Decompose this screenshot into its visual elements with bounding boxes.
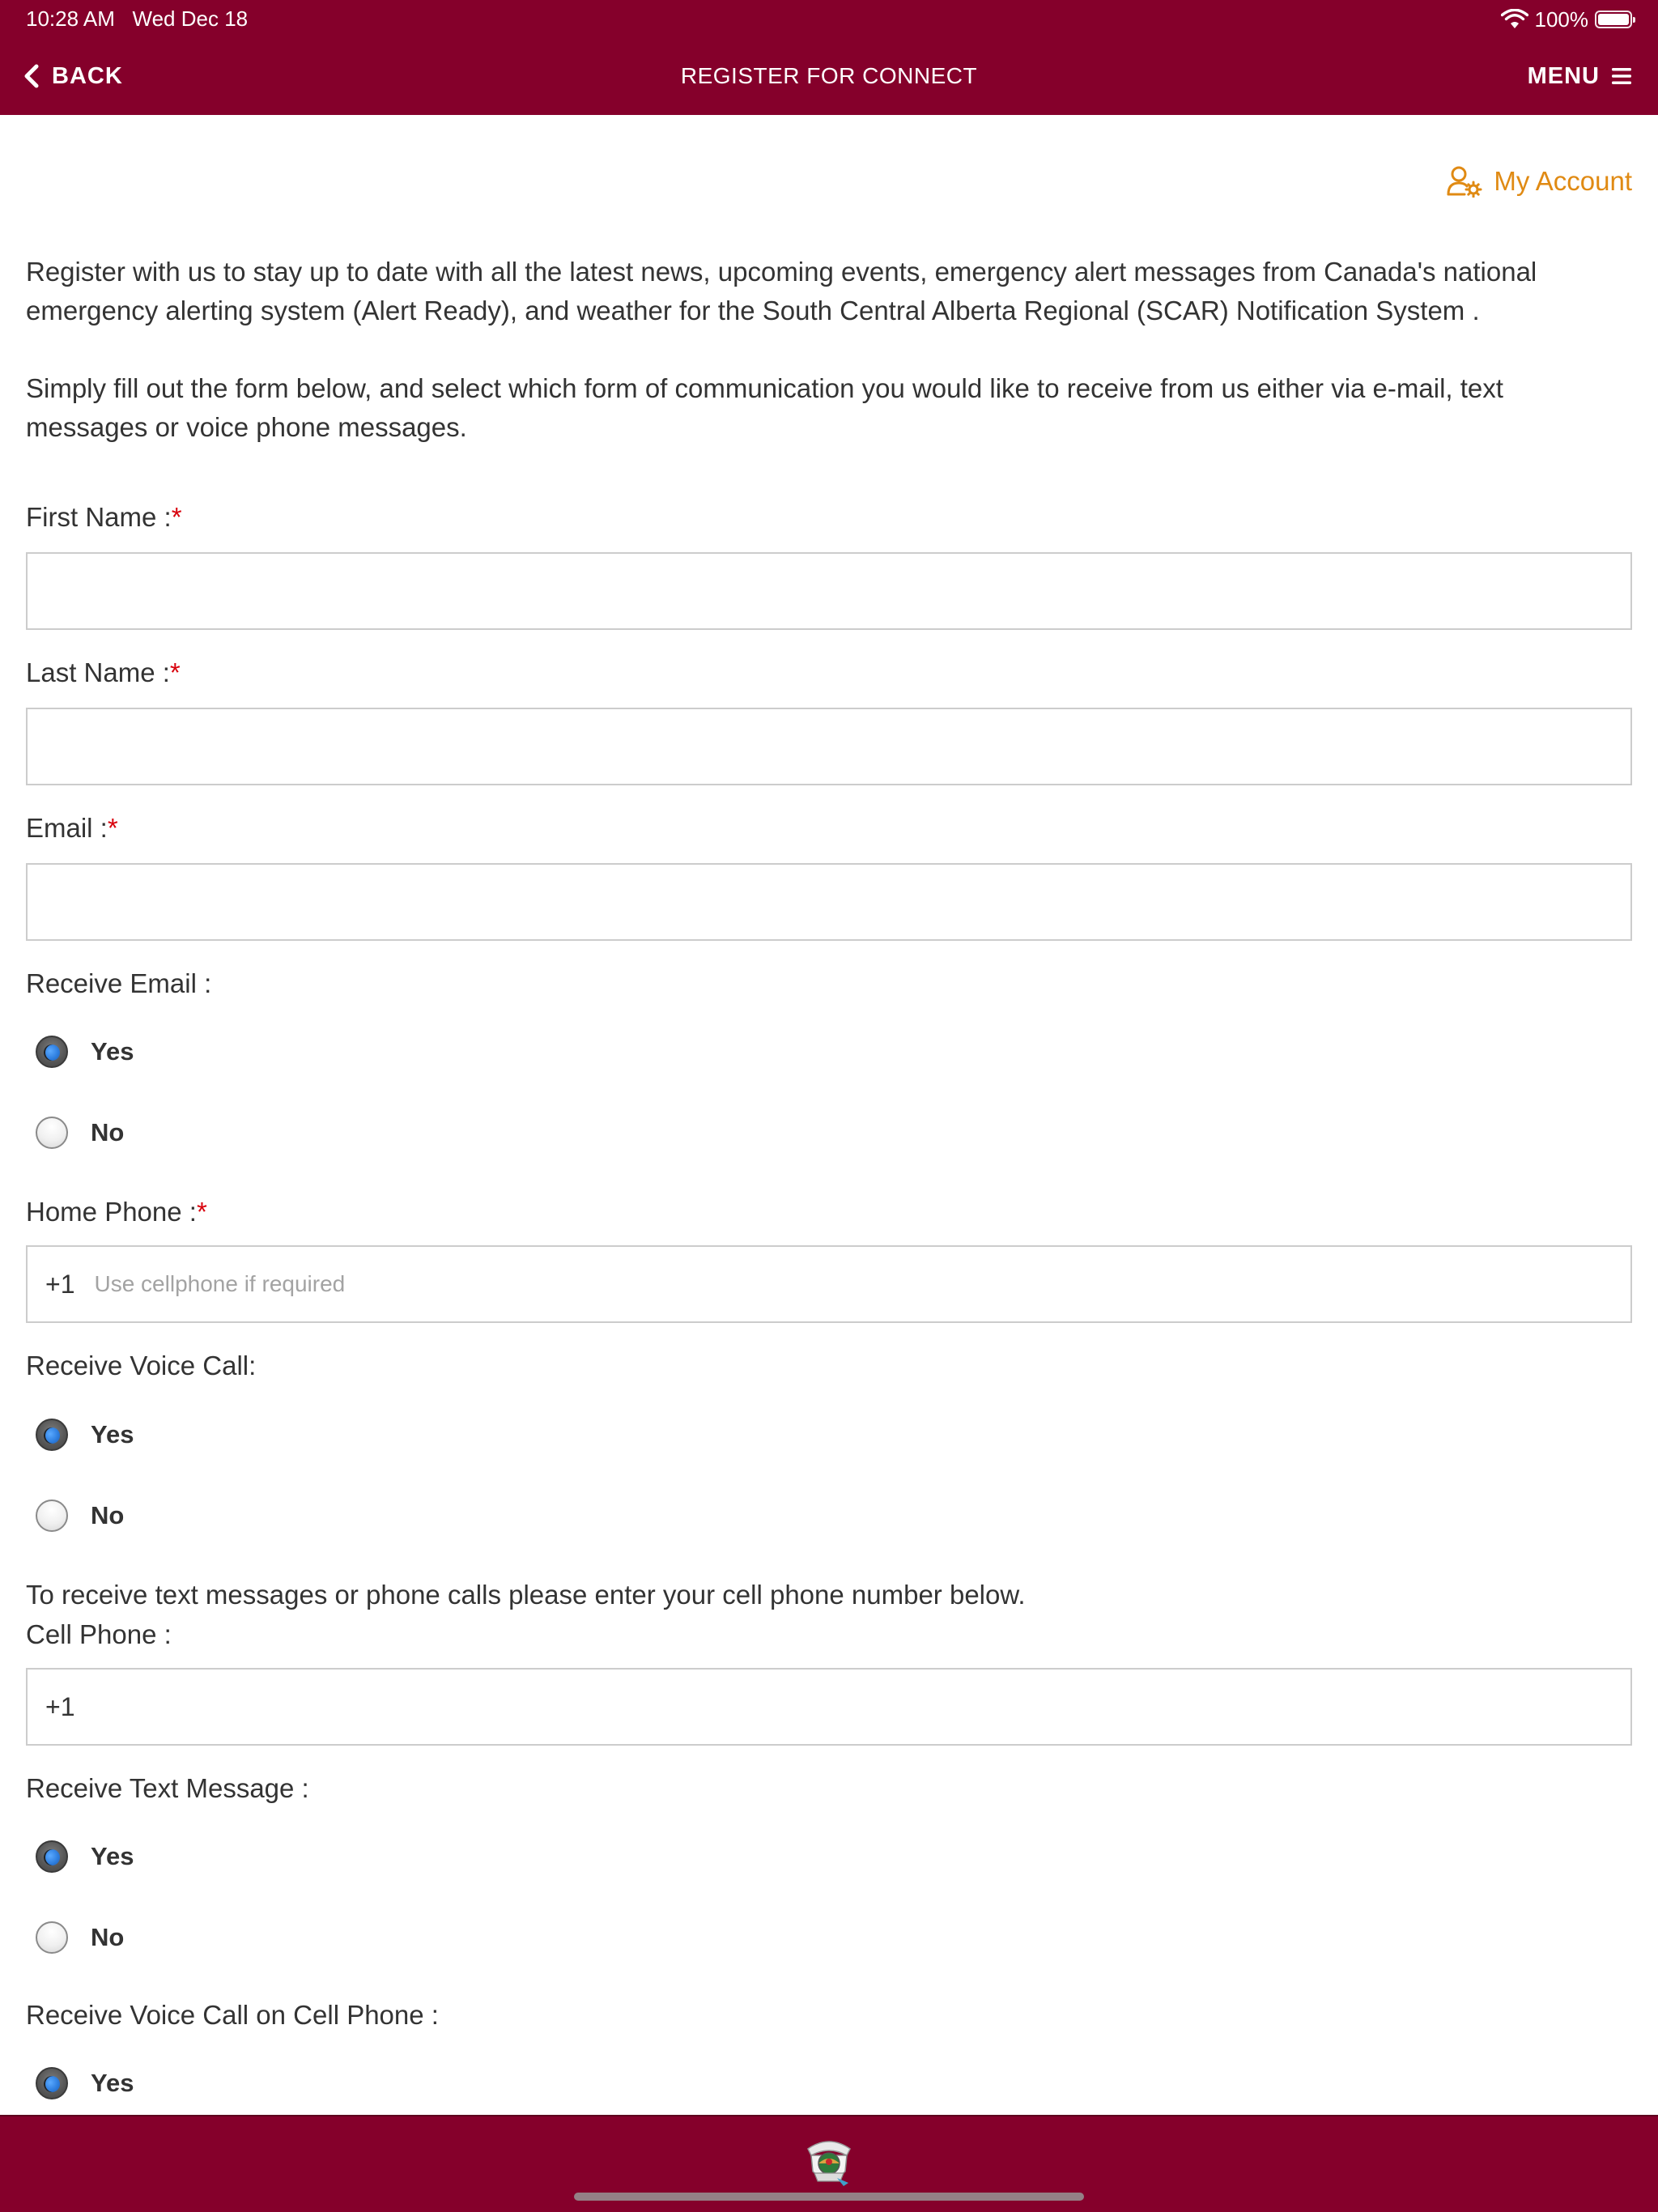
wifi-icon — [1501, 9, 1528, 30]
menu-button[interactable] — [1528, 58, 1632, 94]
home-phone-label — [26, 1197, 207, 1227]
radio-selected[interactable] — [36, 1419, 68, 1451]
receive-email-no-option[interactable] — [36, 1113, 124, 1152]
menu-label: MENU — [1527, 62, 1600, 89]
required-asterisk: * — [171, 502, 182, 532]
home-indicator[interactable] — [574, 2193, 1084, 2201]
radio-unselected[interactable] — [36, 1117, 68, 1149]
cell-phone-prefix: +1 — [45, 1691, 75, 1721]
my-account-label: My Account — [1494, 166, 1632, 196]
status-time: 10:28 AM Wed Dec 18 — [26, 6, 249, 31]
receive-email-yes-option[interactable] — [36, 1032, 134, 1071]
last-name-label-text: Last Name : — [26, 657, 170, 687]
email-input[interactable] — [26, 863, 1632, 941]
intro-paragraph-2: Simply fill out the form below, and select which form of communication you would like to receive from us either via e-mail, text messages or voice phone messages. — [26, 373, 1503, 442]
required-asterisk: * — [196, 1197, 207, 1227]
intro-paragraph-1: Register with us to stay up to date with all the latest news, upcoming events, emergency alert messages from Canada's national emergency alerting system (Alert Ready), and weather for the South Central Alberta Regional (SCAR) Notification System . — [26, 257, 1537, 325]
receive-voice-cell-yes-option[interactable] — [36, 2064, 134, 2103]
receive-voice-call-no-option[interactable] — [36, 1496, 124, 1535]
radio-label-no: No — [91, 1923, 125, 1951]
email-label-text: Email : — [26, 813, 108, 843]
radio-selected[interactable] — [36, 1036, 68, 1068]
home-phone-prefix: +1 — [45, 1269, 75, 1299]
receive-email-label: Receive Email : — [26, 968, 212, 998]
scar-logo-icon[interactable] — [800, 2131, 858, 2189]
user-gear-icon — [1447, 165, 1482, 198]
receive-voice-cell-label: Receive Voice Call on Cell Phone : — [26, 2000, 439, 2030]
radio-unselected[interactable] — [36, 1921, 68, 1954]
cell-phone-label: Cell Phone : — [26, 1619, 172, 1649]
home-phone-label-text: Home Phone : — [26, 1197, 197, 1227]
last-name-label — [26, 657, 181, 688]
my-account-link[interactable] — [1447, 165, 1632, 198]
receive-voice-call-yes-option[interactable] — [36, 1415, 134, 1454]
receive-voice-call-label: Receive Voice Call: — [26, 1351, 257, 1380]
required-asterisk: * — [169, 657, 181, 687]
required-asterisk: * — [107, 813, 118, 843]
receive-text-yes-option[interactable] — [36, 1837, 134, 1876]
cell-phone-input[interactable] — [92, 1670, 1630, 1744]
intro-text — [26, 253, 1632, 447]
bottom-bar — [0, 2115, 1658, 2212]
chevron-left-icon — [23, 64, 40, 88]
page-title: REGISTER FOR CONNECT — [680, 63, 978, 88]
cell-phone-field — [26, 1668, 1632, 1746]
cell-phone-note: To receive text messages or phone calls please enter your cell phone number below. — [26, 1580, 1026, 1610]
hamburger-icon — [1611, 66, 1632, 86]
home-phone-field — [26, 1245, 1632, 1323]
home-phone-input[interactable] — [92, 1247, 1630, 1321]
radio-label-yes: Yes — [91, 1420, 134, 1448]
radio-label-yes: Yes — [91, 2069, 134, 2097]
radio-unselected[interactable] — [36, 1499, 68, 1532]
email-label — [26, 813, 118, 844]
receive-text-no-option[interactable] — [36, 1918, 124, 1957]
battery-icon — [1595, 11, 1632, 28]
last-name-input[interactable] — [26, 708, 1632, 785]
radio-label-no: No — [91, 1501, 125, 1529]
radio-selected[interactable] — [36, 1840, 68, 1873]
back-label: BACK — [52, 62, 123, 89]
first-name-input[interactable] — [26, 552, 1632, 630]
receive-text-label: Receive Text Message : — [26, 1773, 309, 1803]
first-name-label — [26, 502, 182, 533]
status-indicators — [1501, 5, 1633, 34]
first-name-label-text: First Name : — [26, 502, 172, 532]
battery-fill — [1598, 14, 1629, 25]
radio-label-yes: Yes — [91, 1037, 134, 1066]
top-bar — [0, 0, 1658, 115]
radio-selected[interactable] — [36, 2067, 68, 2099]
radio-label-no: No — [91, 1118, 125, 1146]
back-button[interactable] — [23, 58, 123, 94]
radio-label-yes: Yes — [91, 1842, 134, 1870]
battery-percent: 100% — [1534, 6, 1588, 32]
